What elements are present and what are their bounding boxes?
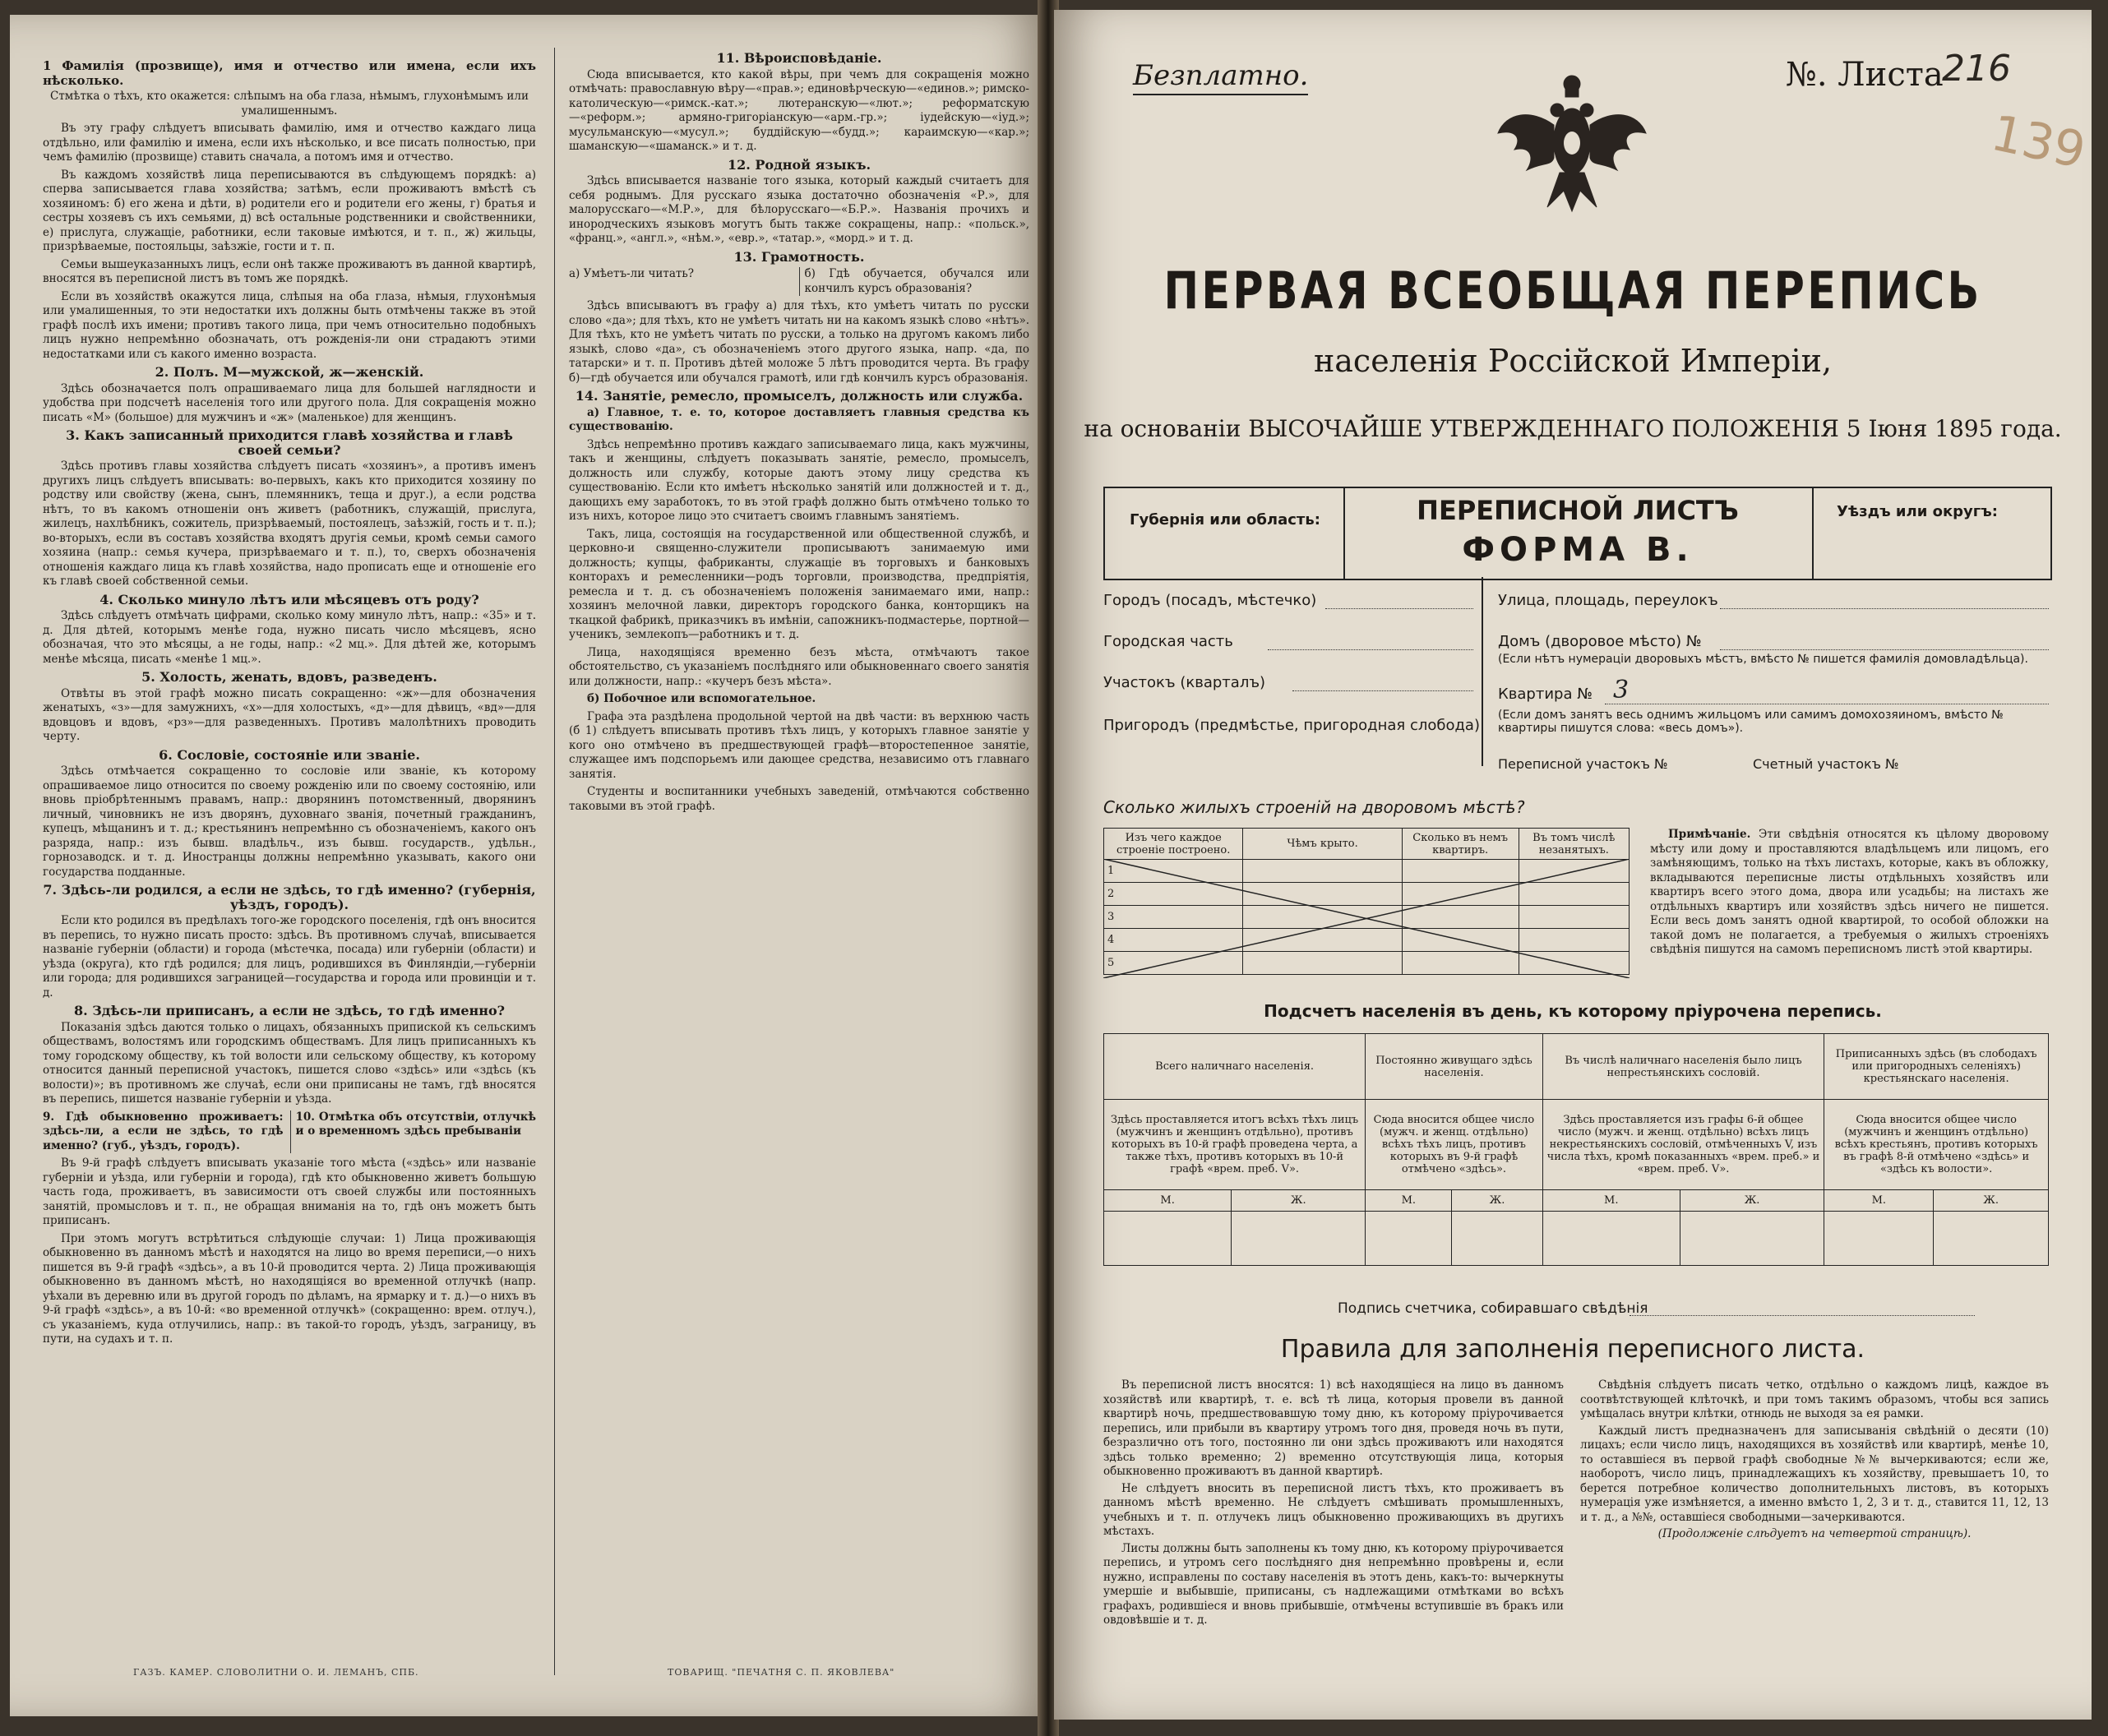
sheet-number-value: 216 xyxy=(1942,48,2011,90)
instructions-column-2 xyxy=(569,48,1029,817)
count-col-total: Всего наличнаго населенія. xyxy=(1104,1034,1366,1100)
q3-title: 3. Какъ записанный приходится главѣ хозяйства и главѣ своей семьи? xyxy=(66,427,513,458)
note-text: Эти свѣдѣнія относятся къ цѣлому дворовому мѣсту или дому и проставляются владѣльцемъ или лицомъ, его замѣняющимъ, только на тѣхъ листахъ, которые, какъ въ обложку, вкладываются переписные листы отдѣльныхъ хозяйствъ или квартиръ всего этого дома, двора или усадьбы; на листахъ же отдѣльныхъ квартиръ или хозяйствъ здѣсь ничего не пишется. Если весь домъ занятъ одной квартирой, то особой обложки на такой домъ не полагается, а требуемыя о жилыхъ строеніяхъ свѣдѣнія пишутся на самомъ переписномъ листѣ этой квартиры. xyxy=(1650,828,2049,956)
count-area-label: Счетный участокъ № xyxy=(1753,756,1899,772)
paragraph: Здѣсь отмѣчается сокращенно то сословіе или званіе, къ которому опрашиваемое лицо относится по своему рожденію или по своему состоянію, или вновь пріобрѣтеннымъ правамъ, напр.: дворянинъ потомственный, дворянинъ личный, чиновникъ не изъ дворянъ, духовнаго званія, почетный гражданинъ, купецъ, мѣщанинъ и т. д.; крестьянинъ непремѣнно съ обозначеніемъ, какого онъ разряда, напр.: изъ бывш. владѣльч., изъ бывш. государств., удѣльн., горнозаводск. и т. д. Иностранцы должны непремѣнно указывать, какого они государства подданные. xyxy=(43,764,536,879)
printer-footer: ТОВАРИЩ. "ПЕЧАТНЯ С. П. ЯКОВЛЕВА" xyxy=(668,1667,895,1678)
paragraph: Каждый листъ предназначенъ для записыванія свѣдѣній о десяти (10) лицахъ; если число лицъ, находящихся въ хозяйствѣ или квартирѣ, менѣе 10, то оставшіеся въ первой графѣ свободные №№ вычеркиваются; если же, наоборотъ, число лицъ, принадлежащихъ къ хозяйству, превышаетъ 10, то берется потребное количество дополнительныхъ листовъ, въ которыхъ нумерація уже измѣняется, а именно вмѣсто 1, 2, 3 и т. д., ставится 11, 12, 13 и т. д., а №№, оставшіеся свободными—зачеркиваются. xyxy=(1580,1424,2049,1524)
instructions-column-1 xyxy=(43,56,536,1350)
street-label: Улица, площадь, переулокъ xyxy=(1498,592,1718,609)
paragraph: Студенты и воспитанники учебныхъ заведеній, отмѣчаются собственно таковыми въ этой графѣ. xyxy=(569,785,1029,813)
paragraph: Здѣсь слѣдуетъ отмѣчать цифрами, сколько кому минуло лѣтъ, напр.: «35» и т. д. Для дѣтей, которымъ менѣе года, нужно писать число мѣсяцевъ, ясно обозначая, что это мѣсяцы, а не годы, напр.: «2 мц.». Для дѣтей же, которымъ менѣе мѣсяца, писать «менѣе 1 мц.». xyxy=(43,609,536,666)
paragraph: Здѣсь вписываютъ въ графу а) для тѣхъ, кто умѣетъ читать по русски слово «да»; для тѣхъ, кто не умѣетъ читать ни на какомъ языкѣ слово «нѣтъ». Для тѣхъ, кто не умѣетъ читать по русски, а только на другомъ какомъ либо языкѣ, слово «да», съ обозначеніемъ этого другого языка, напр. «да, по татарски» и т. п. Противъ дѣтей моложе 5 лѣтъ проводится черта. Въ графу б)—гдѣ обучается или обучался грамотѣ, или гдѣ кончилъ курсъ образованія. xyxy=(569,299,1029,385)
q4-title: 4. Сколько минуло лѣтъ или мѣсяцевъ отъ роду? xyxy=(99,591,479,607)
sheet-number-label: №. Листа xyxy=(1786,56,1944,94)
census-area-label: Переписной участокъ № xyxy=(1498,756,1668,772)
right-page xyxy=(1054,10,2092,1720)
city-label: Городъ (посадъ, мѣстечко) xyxy=(1103,592,1317,609)
rules-title: Правила для заполненія переписного листа. xyxy=(1280,1335,1865,1364)
note-title: Примѣчаніе. xyxy=(1668,828,1751,841)
form-header-box xyxy=(1103,487,2052,580)
counter-signature-label: Подпись счетчика, собиравшаго свѣдѣнія xyxy=(1338,1300,1648,1317)
female-header: Ж. xyxy=(1934,1190,2049,1212)
paragraph: Въ каждомъ хозяйствѣ лица переписываются въ слѣдующемъ порядкѣ: а) сперва записывается глава хозяйства; затѣмъ, если проживаютъ вмѣстѣ съ хозяиномъ: б) его жена и дѣти, в) родители его и родители его жены, г) братья и сестры хозяевъ съ ихъ семьями, д) всѣ остальные родственники и свойственники, е) прислуга, служащіе, работники, если таковые имѣются, и т. п., ж) жильцы, призрѣваемые, постояльцы, заѣзжіе, гости и т. п. xyxy=(43,168,536,253)
q10-title: 10. Отмѣтка объ отсутствіи, отлучкѣ и о временномъ здѣсь пребываніи xyxy=(290,1110,537,1154)
paragraph: Семьи вышеуказанныхъ лицъ, если онѣ также проживаютъ въ данной квартирѣ, вносятся въ переписной листъ въ томъ же порядкѣ. xyxy=(43,257,536,285)
paragraph: Не слѣдуетъ вносить въ переписной листъ тѣхъ, кто проживаетъ въ данномъ мѣстѣ временно. Не слѣдуетъ смѣшивать промышленныхъ, учебныхъ и т. п. отлучекъ лицъ обыкновенно проживающихъ въ другихъ мѣстахъ. xyxy=(1103,1481,1564,1538)
count-col-permanent: Постоянно живущаго здѣсь населенія. xyxy=(1366,1034,1542,1100)
q5-title: 5. Холость, женать, вдовъ, разведенъ. xyxy=(141,669,437,685)
q2-title: 2. Полъ. М—мужской, ж—женскій. xyxy=(155,364,424,380)
apartment-label: Квартира № xyxy=(1498,686,1593,703)
rules-column-1 xyxy=(1103,1378,1564,1631)
form-main-title: ПЕРВАЯ ВСЕОБЩАЯ ПЕРЕПИСЬ xyxy=(1163,261,1982,321)
paragraph: Въ эту графу слѣдуетъ вписывать фамилію, имя и отчество каждаго лица отдѣльно, или фамилію и имена, если ихъ нѣсколько, и все писать полностью, при чемъ фамилію (прозвище) ставить сначала, а потомъ имя и отчество. xyxy=(43,122,536,164)
q9-title: 9. Гдѣ обыкновенно проживаетъ: здѣсь-ли, а если не здѣсь, то гдѣ именно? (губ., уѣздъ, городъ). xyxy=(43,1110,284,1152)
buildings-note xyxy=(1650,828,2049,960)
paragraph: Такъ, лица, состоящія на государственной или общественной службѣ, и церковно-и священно-служители прописываютъ занимаемую ими должность; купцы, фабриканты, служащіе въ торговыхъ и банковыхъ конторахъ и ремесленники—родъ торговли, производства, предпріятія, ремесла и т. д. съ обозначеніемъ положенія занимаемаго ими, напр.: хозяинъ мелочной лавки, директоръ городского банка, конторщикъ на ткацкой фабрикѣ, приказчикъ въ имѣніи, сапожникъ-подмастерье, портной—ученикъ, землекопъ—работникъ и т. д. xyxy=(569,527,1029,641)
count-col-non-peasant: Въ числѣ наличнаго населенія было лицъ непрестьянскихъ сословій. xyxy=(1542,1034,1824,1100)
buildings-row-number: 4 xyxy=(1104,929,1243,952)
buildings-row-number: 3 xyxy=(1104,906,1243,929)
paragraph: Здѣсь непремѣнно противъ каждаго записываемаго лица, какъ мужчины, такъ и женщины, слѣдуетъ показывать занятіе, ремесло, промыселъ, должность или службу, которые даютъ этому лицу средства къ существованію. Если кто имѣетъ нѣсколько занятій или должностей и т. д., дающихъ ему заработокъ, то въ этой графѣ должно быть отмѣчено только то изъ нихъ, которое лицо это считаетъ своимъ главнымъ занятіемъ. xyxy=(569,437,1029,523)
count-desc-non-peasant: Здѣсь проставляется изъ графы 6-й общее число (мужч. и женщ. отдѣльно) всѣхъ лицъ некрестьянскихъ сословій, отмѣченныхъ V, изъ числа тѣхъ, кромѣ показанныхъ «врем. преб.» и «врем. преб. V». xyxy=(1542,1100,1824,1190)
q6-title: 6. Сословіе, состояніе или званіе. xyxy=(159,746,420,763)
apartment-note: (Если домъ занятъ весь однимъ жильцомъ или самимъ домохозяиномъ, вмѣсто № квартиры пишутся слова: «весь домъ»). xyxy=(1498,709,2004,735)
pencil-mark: 139 xyxy=(1985,104,2091,181)
paragraph: Здѣсь обозначается полъ опрашиваемаго лица для большей наглядности и удобства при подсчетѣ населенія того или другого пола. Для сокращенія можно писать «М» (большое) для мужчинъ и «ж» (маленькое) для женщинъ. xyxy=(43,381,536,424)
paragraph: Показанія здѣсь даются только о лицахъ, обязанныхъ припиской къ сельскимъ обществамъ, волостямъ или городскимъ обществамъ. Для лицъ приписанныхъ къ тому городскому обществу, къ той волости или сельскому обществу, къ которому относится данный переписной участокъ, пишется слово «здѣсь» или «здѣсь (къ волости)»; въ противномъ же случаѣ, если они приписаны не тамъ, гдѣ вносятся въ перепись, пишется названіе губерніи и уѣзда. xyxy=(43,1020,536,1106)
district-label: Участокъ (кварталъ) xyxy=(1103,674,1266,691)
county-label: Уѣздъ или округъ: xyxy=(1837,503,1998,520)
male-header: М. xyxy=(1542,1190,1680,1212)
paragraph: Въ переписной листъ вносятся: 1) всѣ находящіеся на лицо въ данномъ хозяйствѣ или квартирѣ, т. е. всѣ тѣ лица, которыя провели въ данной квартирѣ ночь, предшествовавшую тому дню, къ которому пріурочивается перепись, или прибыли въ квартиру утромъ того дня, проведя ночь въ пути, безразлично отъ того, постоянно ли они здѣсь проживаютъ или находятся здѣсь только временно; 2) временно отсутствующія лица, которыя обыкновенно проживаютъ въ данной квартирѣ. xyxy=(1103,1378,1564,1478)
q8-title: 8. Здѣсь-ли приписанъ, а если не здѣсь, то гдѣ именно? xyxy=(73,1003,506,1018)
rules-continuation: (Продолженіе слѣдуетъ на четвертой страницѣ). xyxy=(1657,1527,1972,1540)
city-part-label: Городская часть xyxy=(1103,633,1233,650)
paragraph: Графа эта раздѣлена продольной чертой на двѣ части: въ верхнюю часть (б 1) слѣдуетъ вписывать противъ тѣхъ лицъ, у которыхъ главное занятіе у кого оно отмѣчено въ предшествующей графѣ—второстепенное занятіе, служащее имъ подспорьемъ или дающее средства, независимо отъ главнаго занятія. xyxy=(569,709,1029,781)
imperial-eagle-emblem xyxy=(1490,67,1654,215)
female-header: Ж. xyxy=(1680,1190,1824,1212)
buildings-row-number: 5 xyxy=(1104,952,1243,975)
buildings-col-apartments: Сколько въ немъ квартиръ. xyxy=(1402,829,1519,860)
buildings-col-vacant: Въ томъ числѣ незанятыхъ. xyxy=(1519,829,1630,860)
q1-subtitle: Стмѣтка о тѣхъ, кто окажется: слѣпымъ на оба глаза, нѣмымъ, глухонѣмымъ или умалишеннымъ. xyxy=(50,90,529,118)
left-page xyxy=(10,15,1047,1716)
q14b-title: б) Побочное или вспомогательное. xyxy=(587,692,816,705)
house-label: Домъ (дворовое мѣсто) № xyxy=(1498,633,1702,650)
buildings-question: Сколько жилыхъ строеній на дворовомъ мѣстѣ? xyxy=(1103,797,1525,817)
census-sheet-title: ПЕРЕПИСНОЙ ЛИСТЪ xyxy=(1417,495,1739,526)
apartment-value: 3 xyxy=(1613,676,1630,704)
q1-title: 1 Фамилія (прозвище), имя и отчество или имена, если ихъ нѣсколько. xyxy=(43,58,536,88)
q14-title: 14. Занятіе, ремесло, промыселъ, должность или служба. xyxy=(575,388,1024,404)
count-desc-peasant: Сюда вносится общее число (мужчинъ и женщинъ отдѣльно) всѣхъ крестьянъ, противъ которыхъ въ графѣ 8-й отмѣчено «здѣсь» и «здѣсь къ волости». xyxy=(1824,1100,2049,1190)
male-header: М. xyxy=(1104,1190,1232,1212)
population-count-title: Подсчетъ населенія въ день, къ которому пріурочена перепись. xyxy=(1264,1001,1882,1021)
q7-title: 7. Здѣсь-ли родился, а если не здѣсь, то гдѣ именно? (губернія, уѣздъ, городъ). xyxy=(43,882,536,912)
q11-title: 11. Вѣроисповѣданіе. xyxy=(716,50,882,66)
count-col-peasant: Приписанныхъ здѣсь (въ слободахъ или пригородныхъ селеніяхъ) крестьянскаго населенія. xyxy=(1824,1034,2049,1100)
count-desc-total: Здѣсь проставляется итогъ всѣхъ тѣхъ лицъ (мужчинъ и женщинъ отдѣльно), противъ которыхъ въ 10-й графѣ проведена черта, а также тѣхъ, противъ которыхъ въ 10-й графѣ «врем. преб. V». xyxy=(1104,1100,1366,1190)
paragraph: Листы должны быть заполнены къ тому дню, къ которому пріурочивается перепись, и утромъ сего послѣдняго дня непремѣнно провѣрены и, если нужно, исправлены по составу населенія въ этотъ день, какъ-то: вычеркнуты умершіе и выбывшіе, приписаны, съ надлежащими отмѣтками во всѣхъ графахъ, родившіеся и вновь прибывшіе, отмѣчены вступившіе въ бракъ или овдовѣвшіе и т. д. xyxy=(1103,1541,1564,1627)
paragraph: Здѣсь противъ главы хозяйства слѣдуетъ писать «хозяинъ», а противъ именъ другихъ лицъ слѣдуетъ вписывать: во-первыхъ, какъ кто приходится хозяину по родству или свойству (жена, сынъ, племянникъ, теща и друг.), а если родства нѣтъ, то въ какомъ отношеніи онъ живетъ (работникъ, служащій, прислуга, жилецъ, нахлѣбникъ, сожитель, призрѣваемый, постоялецъ, заѣзжій, гость и т. п.); во-вторыхъ, если въ составъ хозяйства входятъ другія семьи, кромѣ семьи самого хозяина (напр.: семья кучера, призрѣваемаго и т. п.), то, сверхъ обозначенія отношенія каждаго лица къ главѣ хозяйства, надо прописать еще и отношеніе его къ главѣ своей собственной семьи. xyxy=(43,459,536,588)
buildings-row-number: 1 xyxy=(1104,860,1243,883)
paragraph: Въ 9-й графѣ слѣдуетъ вписывать указаніе того мѣста («здѣсь» или названіе губерніи и уѣзда, или губерніи и города), гдѣ кто обыкновенно живетъ большую часть года, проживаетъ, въ зависимости отъ своей службы или постоянныхъ занятій, промысловъ и т. п., не обращая вниманія на то, гдѣ онъ можетъ быть приписанъ. xyxy=(43,1157,536,1227)
buildings-col-material: Изъ чего каждое строеніе построено. xyxy=(1104,829,1243,860)
female-header: Ж. xyxy=(1232,1190,1366,1212)
paragraph: Если кто родился въ предѣлахъ того-же городского поселенія, гдѣ онъ вносится въ перепись, то нужно писать просто: здѣсь. Въ противномъ случаѣ, вписывается названіе губерніи (области) и города (мѣстечка, посада) или губерніи (области) и уѣзда (округа), кто гдѣ родился; для лицъ, родившихся въ Финляндіи,—губерніи или города; для родившихся заграницей—государства и города или провинціи и т. д. xyxy=(43,914,536,1000)
suburb-label: Пригородъ (предмѣстье, пригородная слобода) xyxy=(1103,717,1480,734)
paragraph: При этомъ могутъ встрѣтиться слѣдующіе случаи: 1) Лица проживающія обыкновенно въ данномъ мѣстѣ и находятся на лицо во время переписи,—о нихъ пишется въ 9-й графѣ «здѣсь», а въ 10-й проводится черта. 2) Лица проживающія обыкновенно въ данномъ мѣстѣ, но находящіяся во временной отлучкѣ (напр. уѣхали въ деревню или въ другой городъ по дѣламъ, на ярмарку и т. д.)—о нихъ въ 9-й графѣ «здѣсь», а въ 10-й: «во временной отлучкѣ» (сокращенно: врем. отлуч.), съ указаніемъ, куда отлучились, напр.: въ такой-то городъ, уѣздъ, заграницу, въ пути, на судахъ и т. п. xyxy=(43,1231,536,1346)
form-subtitle: населенія Россійской Имперіи, xyxy=(1313,343,1833,379)
printer-footer: ГАЗЪ. КАМЕР. СЛОВОЛИТНИ О. И. ЛЕМАНЪ, СПБ. xyxy=(133,1667,419,1678)
q13-title: 13. Грамотность. xyxy=(733,248,865,265)
buildings-row-number: 2 xyxy=(1104,883,1243,906)
q12-title: 12. Родной языкъ. xyxy=(727,156,871,173)
buildings-col-roof: Чѣмъ крыто. xyxy=(1243,829,1402,860)
free-label: Безплатно. xyxy=(1133,59,1308,95)
paragraph: Лица, находящіяся временно безъ мѣста, отмѣчаютъ такое обстоятельство, съ указаніемъ послѣдняго или обыкновеннаго своего занятія или должности, напр.: «кучеръ безъ мѣста». xyxy=(569,645,1029,688)
count-desc-permanent: Сюда вносится общее число (мужч. и женщ. отдѣльно) всѣхъ тѣхъ лицъ, противъ которыхъ въ 9-й графѣ отмѣчено «здѣсь». xyxy=(1366,1100,1542,1190)
paragraph: Сюда вписывается, кто какой вѣры, при чемъ для сокращенія можно отмѣчать: православную вѣру—«прав.»; единовѣрческую—«единов.»; римско-католическую—«римск.-кат.»; лютеранскую—«лют.»; реформатскую—«реформ.»; армяно-григоріанскую—«арм.-гр.»; іудейскую—«іуд.»; мусульманскую—«мусул.»; буддійскую—«будд.»; караимскую—«кар.»; шаманскую—«шаманск.» и т. д. xyxy=(569,67,1029,153)
paragraph: Свѣдѣнія слѣдуетъ писать четко, отдѣльно о каждомъ лицѣ, каждое въ соотвѣтствующей клѣточкѣ, и при томъ такимъ образомъ, чтобы вся запись умѣщалась внутри клѣтки, отнюдь не выходя за ея рамки. xyxy=(1580,1378,2049,1420)
paragraph: Отвѣты въ этой графѣ можно писать сокращенно: «ж»—для обозначения женатыхъ, «з»—для замужнихъ, «х»—для холостыхъ, «д»—для дѣвицъ, «вд»—для вдовцовъ и вдовъ, «рз»—для разведенныхъ. Противъ малолѣтнихъ проводить черту. xyxy=(43,686,536,743)
male-header: М. xyxy=(1824,1190,1934,1212)
male-header: М. xyxy=(1366,1190,1452,1212)
q13b-title: б) Гдѣ обучается, обучался или кончилъ курсъ образованія? xyxy=(799,267,1030,296)
q13a-title: а) Умѣетъ-ли читать? xyxy=(569,267,694,280)
population-count-table xyxy=(1103,1033,2049,1266)
column-divider xyxy=(554,48,555,1675)
q14a-title: а) Главное, т. е. то, которое доставляетъ главныя средства къ существованію. xyxy=(569,405,1029,433)
rules-column-2 xyxy=(1580,1378,2049,1544)
form-type: ФОРМА В. xyxy=(1462,531,1694,569)
paragraph: Здѣсь вписывается названіе того языка, который каждый считаетъ для себя роднымъ. Для русскаго языка достаточно обозначенія «Р.», для малорусскаго—«М.Р.», для бѣлорусскаго—«Б.Р.». Названія прочихъ и инородческихъ языковъ могутъ быть также сокращены, напр.: «польск.», «франц.», «англ.», «нѣм.», «евр.», «татар.», «морд.» и т. д. xyxy=(569,174,1029,245)
paragraph: Если въ хозяйствѣ окажутся лица, слѣпыя на оба глаза, нѣмыя, глухонѣмыя или умалишенныя, то эти недостатки ихъ должны быть отмѣчены также въ этой графѣ послѣ ихъ имени; противъ такого лица, при чемъ относительно подобныхъ лицъ нужно непремѣнно обозначать, отъ рожденія-ли они страдаютъ этими недостатками или съ какого именно возраста. xyxy=(43,289,536,361)
province-label: Губернія или область: xyxy=(1130,511,1320,529)
house-note: (Если нѣтъ нумераціи дворовыхъ мѣстъ, вмѣсто № пишется фамилія домовладѣльца). xyxy=(1498,653,2028,666)
female-header: Ж. xyxy=(1452,1190,1542,1212)
buildings-cross-out xyxy=(1103,859,1630,978)
form-legal-basis: на основаніи ВЫСОЧАЙШЕ УТВЕРЖДЕННАГО ПОЛОЖЕНІЯ 5 Іюня 1895 года. xyxy=(1084,415,2062,442)
